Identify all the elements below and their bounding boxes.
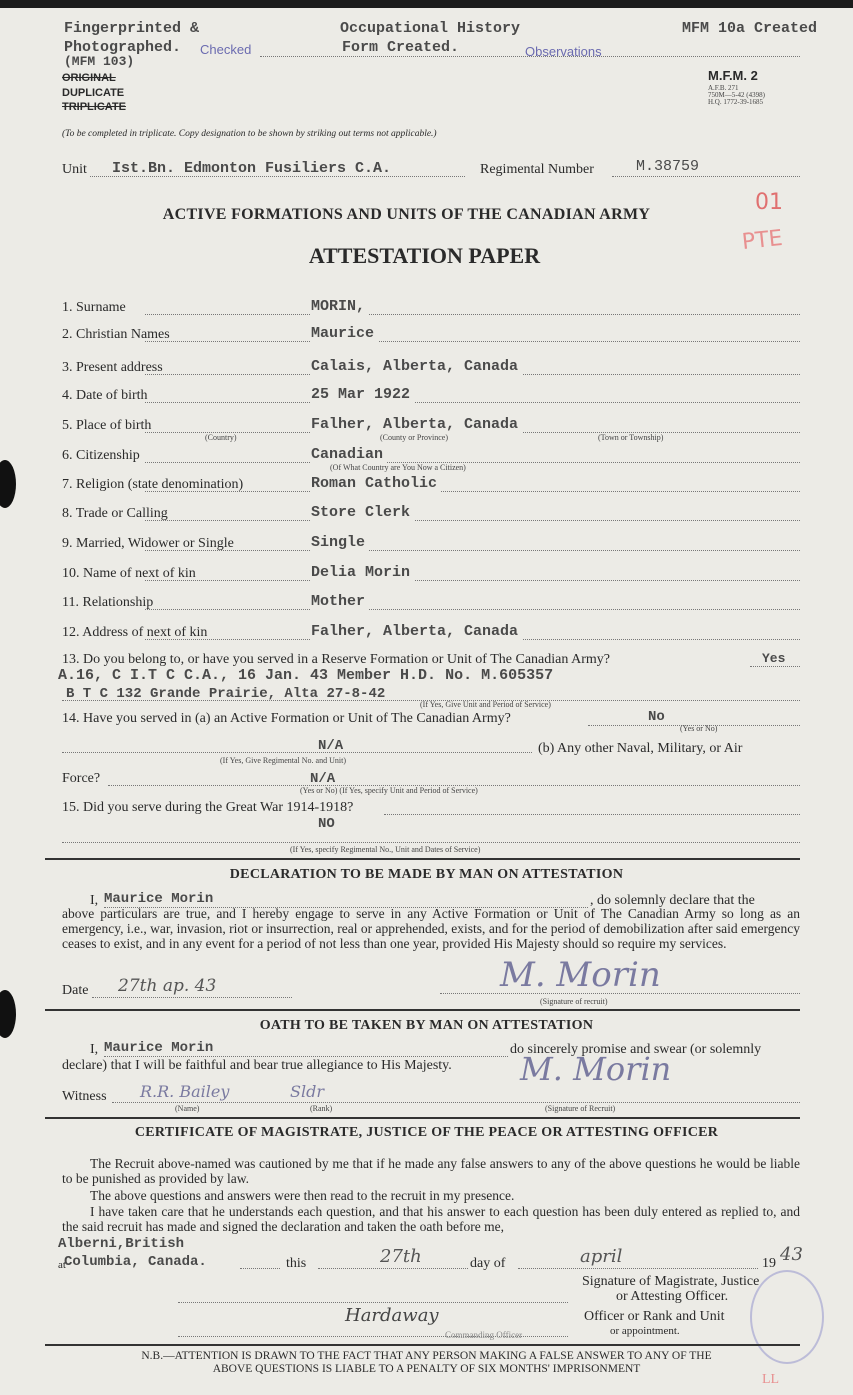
field-value: MORIN,: [311, 298, 369, 315]
observations-label: Observations: [525, 44, 602, 59]
form-code-line: H.Q. 1772-39-1685: [708, 98, 764, 106]
at-label: at: [58, 1259, 66, 1271]
copy-triplicate: TRIPLICATE: [62, 101, 126, 113]
hint: (County or Province): [380, 433, 448, 442]
red-annotation: PTE: [740, 225, 784, 256]
field-value: Roman Catholic: [311, 475, 441, 492]
hint: (Yes or No): [680, 724, 718, 733]
hint: (If Yes, specify Regimental No., Unit and Dates of Service): [290, 845, 481, 854]
signature-label: (Signature of recruit): [540, 997, 608, 1006]
q13-label: 13. Do you belong to, or have you served in a Reserve Formation or Unit of The Canadian Army?: [62, 652, 610, 667]
q13-detail: B T C 132 Grande Prairie, Alta 27-8-42: [66, 686, 386, 702]
q14-answer: No: [648, 709, 665, 725]
nb-warning: N.B.—ATTENTION IS DRAWN TO THE FACT THAT ANY PERSON MAKING A FALSE ANSWER TO ANY OF THE: [141, 1350, 712, 1362]
field-label: 7. Religion (state denomination): [62, 477, 244, 492]
hint: (If Yes, Give Unit and Period of Service): [420, 700, 551, 709]
field-line: [145, 491, 800, 492]
declaration-title: DECLARATION TO BE MADE BY MAN ON ATTESTATION: [229, 867, 624, 882]
witness-label: Witness: [62, 1089, 107, 1104]
form-code: M.F.M. 2: [708, 68, 758, 83]
copy-duplicate: DUPLICATE: [62, 87, 125, 99]
hint: (Of What Country are You Now a Citizen): [330, 463, 466, 472]
field-value: Maurice: [311, 325, 378, 342]
field-label: 1. Surname: [62, 300, 126, 315]
oath-title: OATH TO BE TAKEN BY MAN ON ATTESTATION: [259, 1018, 594, 1033]
rank-label: or appointment.: [610, 1325, 680, 1337]
q15-label: 15. Did you serve during the Great War 1914-1918?: [62, 800, 354, 815]
completion-note: (To be completed in triplicate. Copy designation to be shown by striking out terms not applicable.): [62, 129, 437, 139]
hint: (Country): [205, 433, 237, 442]
checked-label: Checked: [200, 42, 252, 57]
field-label: 8. Trade or Calling: [62, 506, 168, 521]
q14-label: 14. Have you served in (a) an Active Formation or Unit of The Canadian Army?: [62, 711, 511, 726]
unit-value: Ist.Bn. Edmonton Fusiliers C.A.: [112, 160, 392, 177]
month-value: april: [580, 1246, 623, 1267]
q15-answer: NO: [318, 816, 335, 832]
regimental-number-value: M.38759: [636, 158, 700, 175]
oath-text: declare) that I will be faithful and bear true allegiance to His Majesty.: [62, 1058, 452, 1073]
field-line: [145, 402, 800, 403]
field-label: 3. Present address: [62, 360, 163, 375]
name-label: (Name): [175, 1104, 200, 1113]
punch-hole: [0, 460, 16, 508]
place-line1: Alberni,British: [58, 1236, 185, 1252]
field-label: 4. Date of birth: [62, 388, 148, 403]
field-label: 2. Christian Names: [62, 327, 170, 342]
field-label: 11. Relationship: [62, 595, 154, 610]
certificate-paragraph: I have taken care that he understands each question, and that his answer to each question has been duly entered as replied to, and the said recruit has made and signed the declaration and taken the oath before me,: [62, 1204, 800, 1234]
q14b-label: (b) Any other Naval, Military, or Air: [538, 741, 743, 756]
hint: (Yes or No) (If Yes, specify Unit and Period of Service): [300, 786, 478, 795]
unit-label: Unit: [62, 162, 87, 177]
field-line: [145, 550, 800, 551]
scan-edge: [0, 0, 853, 8]
field-line: [145, 520, 800, 521]
field-value: Falher, Alberta, Canada: [311, 623, 522, 640]
commanding-officer-stamp: Commanding Officer: [445, 1330, 523, 1340]
hint: (Town or Township): [598, 433, 664, 442]
rank-label: (Rank): [310, 1104, 333, 1113]
field-line: [145, 609, 800, 610]
date-value: 27th ap. 43: [118, 976, 217, 996]
declaration-i: I,: [90, 893, 99, 908]
declarant-name: Maurice Morin: [104, 891, 214, 907]
mfm103-stamp: (MFM 103): [64, 54, 135, 69]
mfm10a-stamp: MFM 10a Created: [682, 20, 818, 37]
field-label: 9. Married, Widower or Single: [62, 536, 234, 551]
field-value: Calais, Alberta, Canada: [311, 358, 522, 375]
form-code-line: 750M—5-42 (4398): [708, 91, 765, 99]
photographed-stamp: Photographed.: [64, 39, 182, 56]
field-label: 6. Citizenship: [62, 448, 140, 463]
oath-name: Maurice Morin: [104, 1040, 214, 1056]
copy-original: ORIGINAL: [62, 72, 116, 84]
q14a-answer: N/A: [318, 738, 344, 754]
this-label: this: [286, 1256, 307, 1271]
field-value: Mother: [311, 593, 369, 610]
hint: (If Yes, Give Regimental No. and Unit): [220, 756, 346, 765]
signature-label: or Attesting Officer.: [616, 1289, 729, 1304]
field-label: 5. Place of birth: [62, 418, 152, 433]
occupational-history-stamp: Occupational History: [340, 20, 521, 37]
q13-detail: A.16, C I.T C C.A., 16 Jan. 43 Member H.D. No. M.605357: [58, 667, 554, 684]
field-value: Single: [311, 534, 369, 551]
field-line: [145, 580, 800, 581]
place-line2: Columbia, Canada.: [64, 1254, 207, 1270]
field-line: [145, 341, 800, 342]
year-value: 43: [780, 1244, 803, 1265]
certificate-paragraph: The above questions and answers were then read to the recruit in my presence.: [90, 1188, 515, 1203]
officer-signature: Hardaway: [345, 1305, 439, 1326]
field-value: Canadian: [311, 446, 387, 463]
field-value: Falher, Alberta, Canada: [311, 416, 522, 433]
signature-label: Signature of Magistrate, Justice: [582, 1274, 760, 1289]
page-title: ATTESTATION PAPER: [308, 243, 541, 268]
nb-warning: ABOVE QUESTIONS IS LIABLE TO A PENALTY OF SIX MONTHS' IMPRISONMENT: [212, 1363, 641, 1375]
field-value: 25 Mar 1922: [311, 386, 414, 403]
oath-text: do sincerely promise and swear (or solemnly: [510, 1042, 762, 1057]
regimental-number-label: Regimental Number: [480, 162, 594, 177]
recruit-oath-signature: M. Morin: [520, 1050, 672, 1088]
year-prefix: 19: [762, 1256, 776, 1271]
rank-label: Officer or Rank and Unit: [584, 1309, 725, 1324]
field-value: Delia Morin: [311, 564, 414, 581]
witness-signature: R.R. Bailey: [140, 1082, 230, 1101]
red-annotation: LL: [762, 1372, 780, 1387]
red-annotation: 01: [755, 190, 783, 215]
certificate-title: CERTIFICATE OF MAGISTRATE, JUSTICE OF THE PEACE OR ATTESTING OFFICER: [134, 1125, 719, 1140]
declaration-text: , do solemnly declare that the: [590, 893, 755, 908]
day-value: 27th: [380, 1246, 422, 1267]
declaration-body: above particulars are true, and I hereby engage to serve in any Active Formation or Unit of The Canadian Army so long as an emergency, i.e., war, invasion, riot or insurrection, real or apprehended, exists, and for the period of demobilization after said emergency ceases to exist, and in any event for a period of not less than one year, provided His Majesty should so require my services.: [62, 906, 800, 951]
form-created-stamp: Form Created.: [342, 39, 460, 56]
field-line: [145, 462, 800, 463]
signature-label: (Signature of Recruit): [545, 1104, 616, 1113]
date-label: Date: [62, 983, 89, 998]
form-code-line: A.F.B. 271: [708, 84, 739, 92]
day-of-label: day of: [470, 1256, 506, 1271]
q14b-answer: N/A: [310, 771, 336, 787]
formations-title: ACTIVE FORMATIONS AND UNITS OF THE CANADIAN ARMY: [162, 206, 651, 223]
oath-i: I,: [90, 1042, 99, 1057]
witness-rank: Sldr: [290, 1082, 324, 1101]
recruit-signature: M. Morin: [500, 955, 661, 995]
force-label: Force?: [62, 771, 101, 786]
field-label: 10. Name of next of kin: [62, 566, 196, 581]
field-line: [145, 314, 800, 315]
certificate-paragraph: The Recruit above-named was cautioned by me that if he made any false answers to any of the above questions he would be liable to be punished as provided by law.: [62, 1156, 800, 1186]
q13-answer: Yes: [762, 651, 786, 666]
field-label: 12. Address of next of kin: [62, 625, 208, 640]
field-value: Store Clerk: [311, 504, 414, 521]
fingerprinted-stamp: Fingerprinted &: [64, 20, 200, 37]
